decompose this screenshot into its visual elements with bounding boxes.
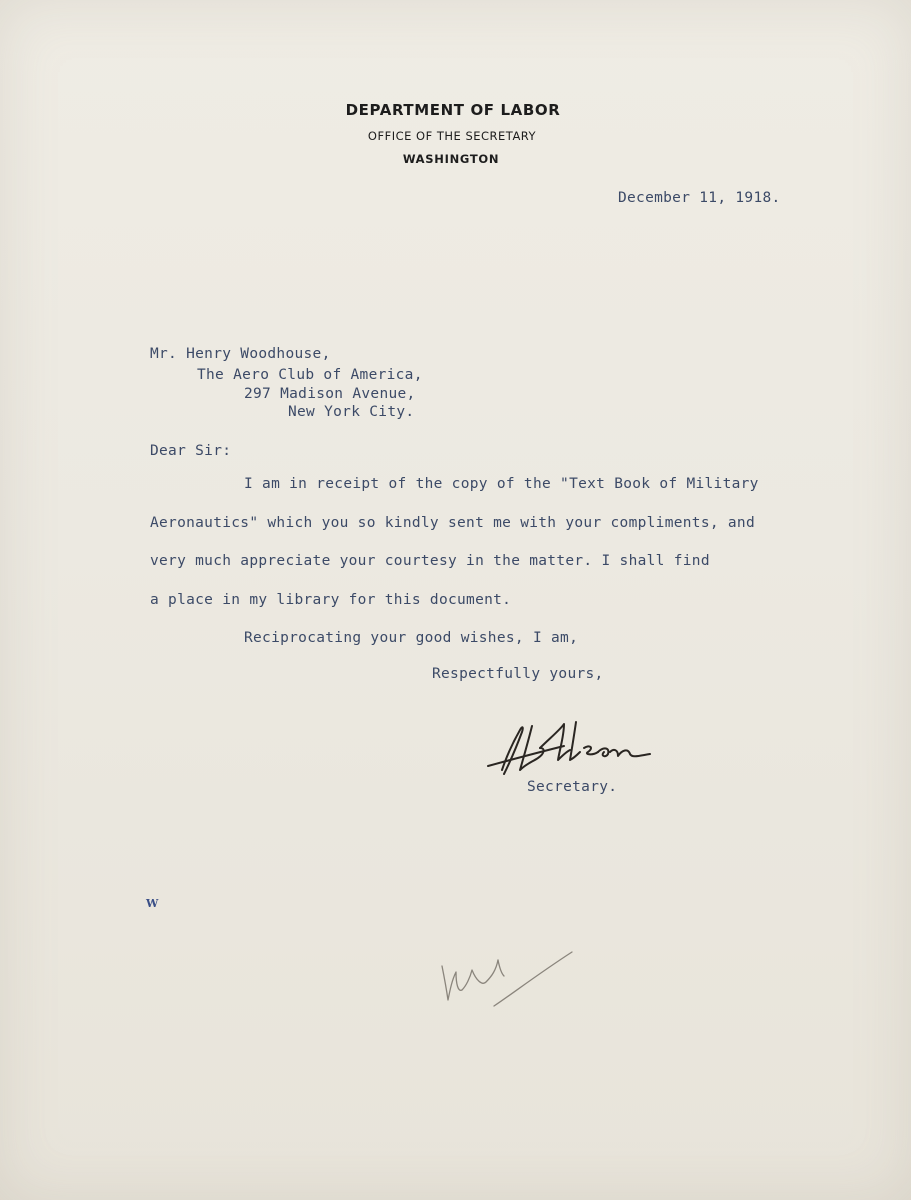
body-line-3: very much appreciate your courtesy in the matter. I shall find [150, 553, 710, 569]
recipient-name: Mr. Henry Woodhouse, [150, 346, 331, 362]
salutation: Dear Sir: [150, 443, 232, 459]
pencil-annotation [432, 940, 582, 1015]
letter-date: December 11, 1918. [618, 190, 781, 206]
typist-initial: W [146, 897, 159, 910]
letterhead-office: OFFICE OF THE SECRETARY [367, 129, 537, 143]
closing: Respectfully yours, [432, 666, 604, 682]
body-line-4: a place in my library for this document. [150, 592, 512, 608]
signature-title: Secretary. [527, 779, 618, 795]
recipient-city: New York City. [288, 404, 415, 420]
body-line-1: I am in receipt of the copy of the "Text Book of Military [244, 476, 759, 492]
letterhead-department: DEPARTMENT OF LABOR [345, 101, 561, 119]
recipient-organization: The Aero Club of America, [197, 367, 423, 383]
recipient-street: 297 Madison Avenue, [244, 386, 416, 402]
body-line-5: Reciprocating your good wishes, I am, [244, 630, 579, 646]
letterhead-city: WASHINGTON [402, 152, 500, 166]
body-line-2: Aeronautics" which you so kindly sent me with your compliments, and [150, 515, 755, 531]
handwritten-signature [480, 708, 670, 788]
